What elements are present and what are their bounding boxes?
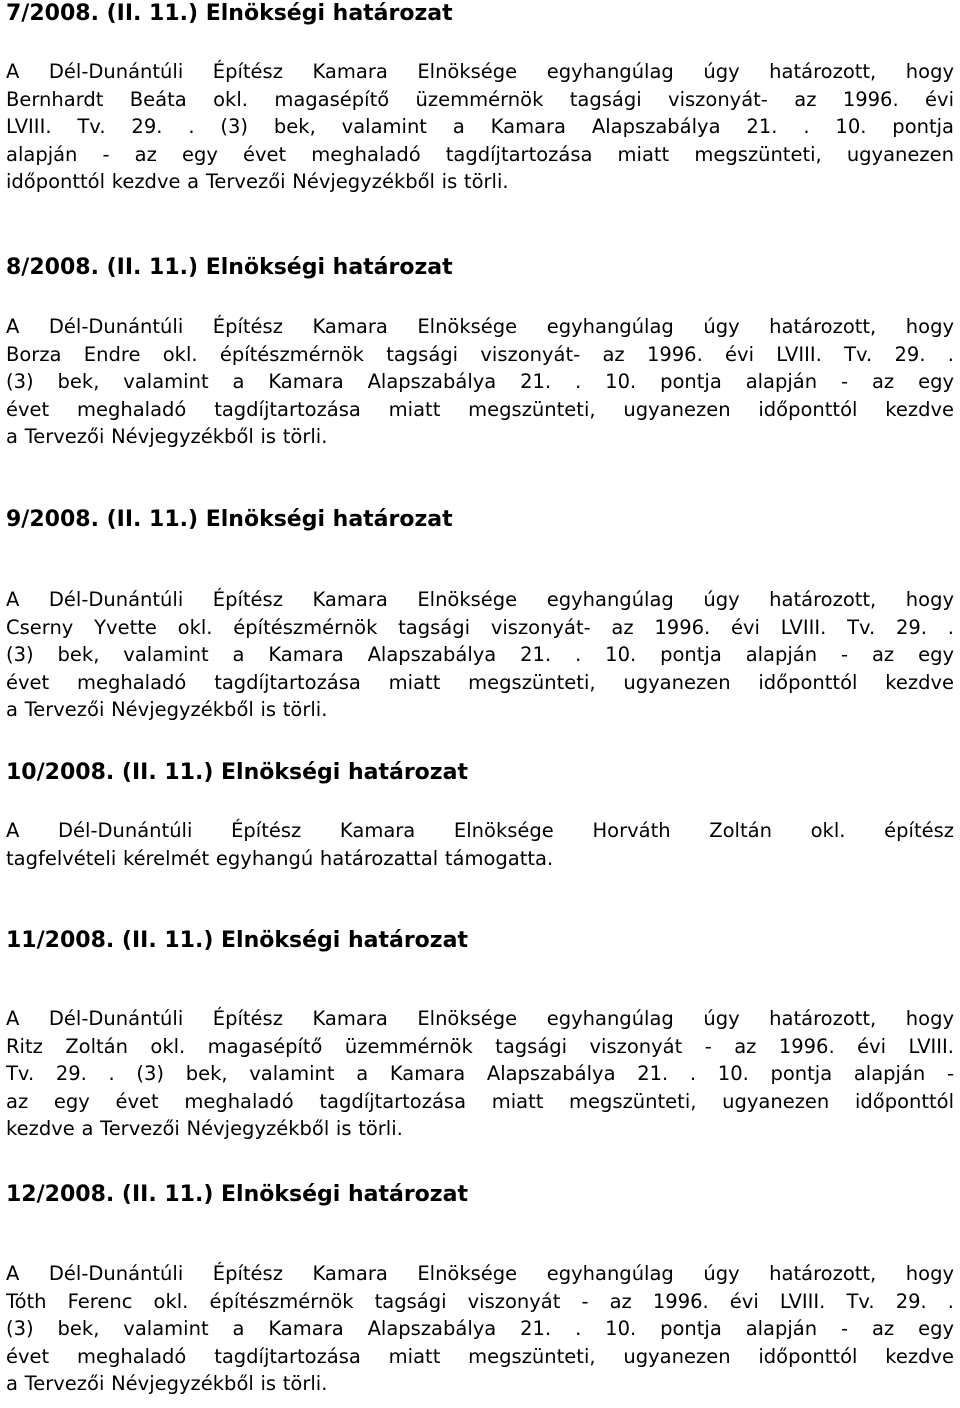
resolution-body [6, 1005, 954, 1143]
body-line: alapján - az egy évet meghaladó tagdíjtartozása miatt megszünteti, ugyanezen [6, 142, 954, 166]
body-line: Tóth Ferenc okl. építészmérnök tagsági viszonyát - az 1996. évi LVIII. Tv. 29. . [6, 1289, 954, 1313]
body-line: A Dél-Dunántúli Építész Kamara Elnöksége egyhangúlag úgy határozott, hogy [6, 60, 954, 83]
body-line: a Tervezői Névjegyzékből is törli. [6, 698, 328, 721]
body-line: LVIII. Tv. 29. . (3) bek, valamint a Kamara Alapszabálya 21. . 10. pontja [6, 115, 954, 138]
body-line: A Dél-Dunántúli Építész Kamara Elnöksége egyhangúlag úgy határozott, hogy [6, 315, 954, 338]
body-line: Ritz Zoltán okl. magasépítő üzemmérnök tagsági viszonyát - az 1996. évi LVIII. [6, 1034, 954, 1058]
body-line: tagfelvételi kérelmét egyhangú határozattal támogatta. [6, 846, 554, 870]
body-line: évet meghaladó tagdíjtartozása miatt megszünteti, ugyanezen időponttól kezdve [6, 670, 954, 694]
resolution-heading: 10/2008. (II. 11.) Elnökségi határozat [6, 760, 468, 785]
resolution-heading: 8/2008. (II. 11.) Elnökségi határozat [6, 255, 453, 280]
resolution-body [6, 58, 954, 196]
resolution-body [6, 817, 954, 872]
body-line: A Dél-Dunántúli Építész Kamara Elnöksége egyhangúlag úgy határozott, hogy [6, 1262, 954, 1285]
resolution-body [6, 586, 954, 724]
body-line: évet meghaladó tagdíjtartozása miatt megszünteti, ugyanezen időponttól kezdve [6, 1344, 954, 1368]
resolution-heading: 7/2008. (II. 11.) Elnökségi határozat [6, 1, 453, 26]
resolution-heading: 12/2008. (II. 11.) Elnökségi határozat [6, 1182, 468, 1207]
body-line: (3) bek, valamint a Kamara Alapszabálya 21. . 10. pontja alapján - az egy [6, 370, 954, 393]
resolution-7-2008 [6, 0, 954, 196]
body-line: Cserny Yvette okl. építészmérnök tagsági viszonyát- az 1996. évi LVIII. Tv. 29. . [6, 615, 954, 639]
body-line: évet meghaladó tagdíjtartozása miatt megszünteti, ugyanezen időponttól kezdve [6, 397, 954, 421]
body-line: Bernhardt Beáta okl. magasépítő üzemmérnök tagsági viszonyát- az 1996. évi [6, 87, 954, 111]
body-line: az egy évet meghaladó tagdíjtartozása miatt megszünteti, ugyanezen időponttól [6, 1089, 954, 1113]
body-line: kezdve a Tervezői Névjegyzékből is törli. [6, 1117, 403, 1140]
body-line: időponttól kezdve a Tervezői Névjegyzékből is törli. [6, 170, 509, 193]
resolution-10-2008 [6, 759, 954, 872]
resolution-9-2008 [6, 506, 954, 724]
body-line: (3) bek, valamint a Kamara Alapszabálya 21. . 10. pontja alapján - az egy [6, 643, 954, 666]
resolution-body [6, 1260, 954, 1398]
resolution-heading: 11/2008. (II. 11.) Elnökségi határozat [6, 928, 468, 953]
resolution-11-2008 [6, 927, 954, 1143]
body-line: Borza Endre okl. építészmérnök tagsági viszonyát- az 1996. évi LVIII. Tv. 29. . [6, 342, 954, 366]
body-line: A Dél-Dunántúli Építész Kamara Elnöksége egyhangúlag úgy határozott, hogy [6, 588, 954, 611]
body-line: (3) bek, valamint a Kamara Alapszabálya 21. . 10. pontja alapján - az egy [6, 1317, 954, 1340]
resolution-body [6, 313, 954, 451]
body-line: Tv. 29. . (3) bek, valamint a Kamara Alapszabálya 21. . 10. pontja alapján - [6, 1062, 954, 1085]
resolution-heading: 9/2008. (II. 11.) Elnökségi határozat [6, 507, 453, 532]
body-line: a Tervezői Névjegyzékből is törli. [6, 425, 328, 448]
body-line: A Dél-Dunántúli Építész Kamara Elnöksége Horváth Zoltán okl. építész [6, 819, 954, 842]
resolution-12-2008 [6, 1181, 954, 1398]
body-line: A Dél-Dunántúli Építész Kamara Elnöksége egyhangúlag úgy határozott, hogy [6, 1007, 954, 1030]
body-line: a Tervezői Névjegyzékből is törli. [6, 1372, 328, 1395]
resolution-8-2008 [6, 254, 954, 451]
